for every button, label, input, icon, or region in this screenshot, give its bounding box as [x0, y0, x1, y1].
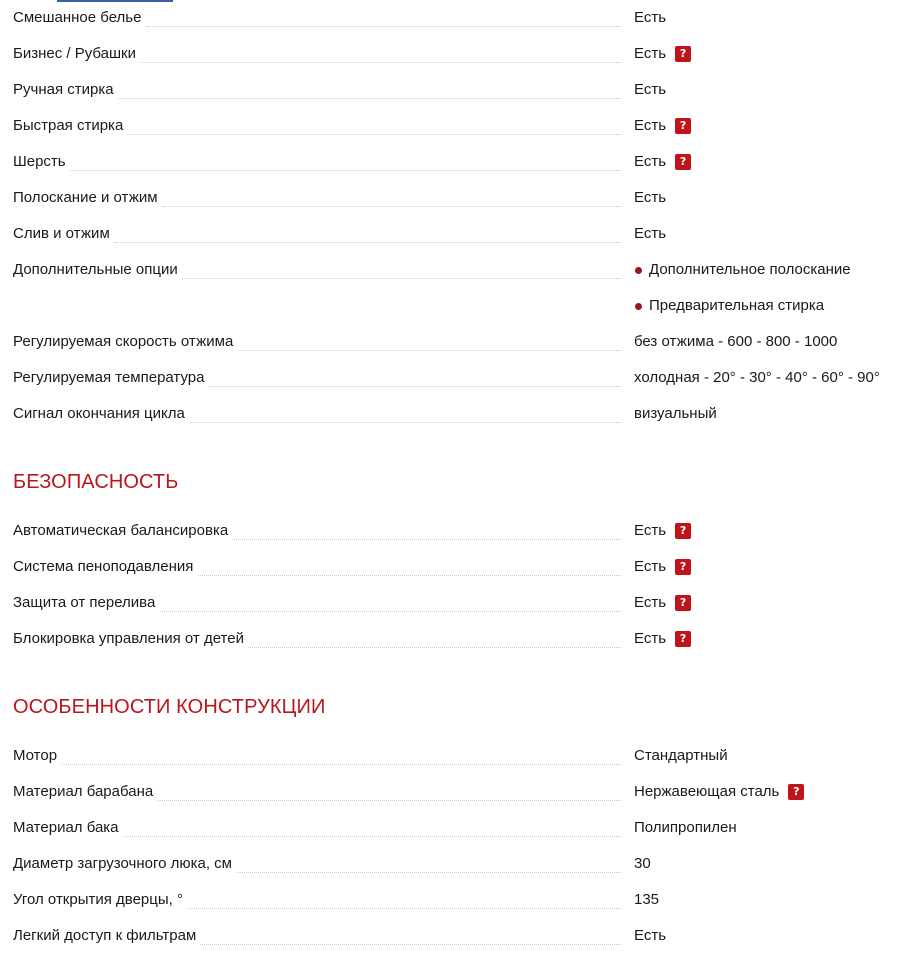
dotted-leader — [13, 764, 621, 765]
spec-option: Предварительная стирка — [634, 296, 824, 316]
section-heading-safety: БЕЗОПАСНОСТЬ — [13, 471, 179, 493]
section-heading-construction: ОСОБЕННОСТИ КОНСТРУКЦИИ — [13, 696, 326, 718]
help-icon[interactable]: ? — [675, 523, 691, 539]
spec-label: Материал барабана — [13, 782, 157, 802]
spec-value: Есть — [634, 9, 667, 26]
help-icon[interactable]: ? — [675, 118, 691, 134]
spec-label: Легкий доступ к фильтрам — [13, 926, 200, 946]
spec-label: Автоматическая балансировка — [13, 521, 232, 541]
spec-row-hand-wash — [13, 72, 903, 108]
spec-value: Есть ? — [634, 152, 691, 172]
spec-label: Быстрая стирка — [13, 116, 127, 136]
spec-label: Материал бака — [13, 818, 123, 838]
spec-label: Регулируемая температура — [13, 368, 208, 388]
spec-row-rinse-spin — [13, 180, 903, 216]
spec-label: Дополнительные опции — [13, 260, 182, 280]
help-icon[interactable]: ? — [675, 559, 691, 575]
spec-value: Есть — [634, 189, 667, 206]
spec-row-tub-material — [13, 810, 903, 846]
spec-row-motor — [13, 738, 903, 774]
spec-value: Нержавеющая сталь ? — [634, 782, 804, 802]
spec-label: Система пеноподавления — [13, 557, 197, 577]
spec-label: Ручная стирка — [13, 80, 118, 100]
help-icon[interactable]: ? — [675, 631, 691, 647]
spec-option: Дополнительное полоскание — [634, 260, 851, 280]
help-icon[interactable]: ? — [675, 154, 691, 170]
spec-row-foam-control — [13, 549, 903, 585]
spec-value: без отжима - 600 - 800 - 1000 — [634, 333, 838, 350]
programs-spec-list — [13, 0, 903, 432]
spec-label: Бизнес / Рубашки — [13, 44, 140, 64]
spec-value: Есть — [634, 81, 667, 98]
spec-value: Стандартный — [634, 747, 728, 764]
spec-value: Есть — [634, 927, 667, 944]
construction-spec-list — [13, 738, 903, 954]
spec-label: Защита от перелива — [13, 593, 159, 613]
help-icon[interactable]: ? — [675, 46, 691, 62]
help-icon[interactable]: ? — [675, 595, 691, 611]
bullet-icon — [635, 303, 642, 310]
spec-value: 30 — [634, 855, 651, 872]
spec-label: Диаметр загрузочного люка, см — [13, 854, 236, 874]
dotted-leader — [13, 170, 621, 171]
spec-row-child-lock — [13, 621, 903, 657]
spec-row-overflow-protection — [13, 585, 903, 621]
spec-value: Есть ? — [634, 629, 691, 649]
spec-value: 135 — [634, 891, 660, 908]
spec-label: Мотор — [13, 746, 61, 766]
spec-row-temperature — [13, 360, 903, 396]
spec-value: холодная - 20° - 30° - 40° - 60° - 90° — [634, 369, 880, 386]
bullet-icon — [635, 267, 642, 274]
spec-row-drain-spin — [13, 216, 903, 252]
spec-value: Есть ? — [634, 593, 691, 613]
spec-label: Смешанное белье — [13, 8, 145, 28]
spec-value: Есть — [634, 225, 667, 242]
spec-label: Шерсть — [13, 152, 70, 172]
spec-value: Есть ? — [634, 557, 691, 577]
spec-label: Сигнал окончания цикла — [13, 404, 189, 424]
spec-label: Регулируемая скорость отжима — [13, 332, 237, 352]
spec-row-wool — [13, 144, 903, 180]
spec-row-end-signal — [13, 396, 903, 432]
spec-row-filter-access — [13, 918, 903, 954]
spec-row-auto-balance — [13, 513, 903, 549]
spec-label: Полоскание и отжим — [13, 188, 162, 208]
spec-row-spin-speed — [13, 324, 903, 360]
spec-label: Блокировка управления от детей — [13, 629, 248, 649]
spec-label: Слив и отжим — [13, 224, 114, 244]
help-icon[interactable]: ? — [788, 784, 804, 800]
spec-row-business-shirts — [13, 36, 903, 72]
spec-row-additional-options — [13, 252, 903, 324]
safety-spec-list — [13, 513, 903, 657]
spec-row-door-diameter — [13, 846, 903, 882]
spec-row-quick-wash — [13, 108, 903, 144]
spec-row-drum-material — [13, 774, 903, 810]
spec-value: визуальный — [634, 405, 717, 422]
spec-label: Угол открытия дверцы, ° — [13, 890, 187, 910]
spec-value: Полипропилен — [634, 819, 737, 836]
spec-row-mixed-laundry — [13, 0, 903, 36]
spec-value: Есть ? — [634, 116, 691, 136]
spec-value: Есть ? — [634, 44, 691, 64]
spec-row-door-angle — [13, 882, 903, 918]
spec-value: Есть ? — [634, 521, 691, 541]
